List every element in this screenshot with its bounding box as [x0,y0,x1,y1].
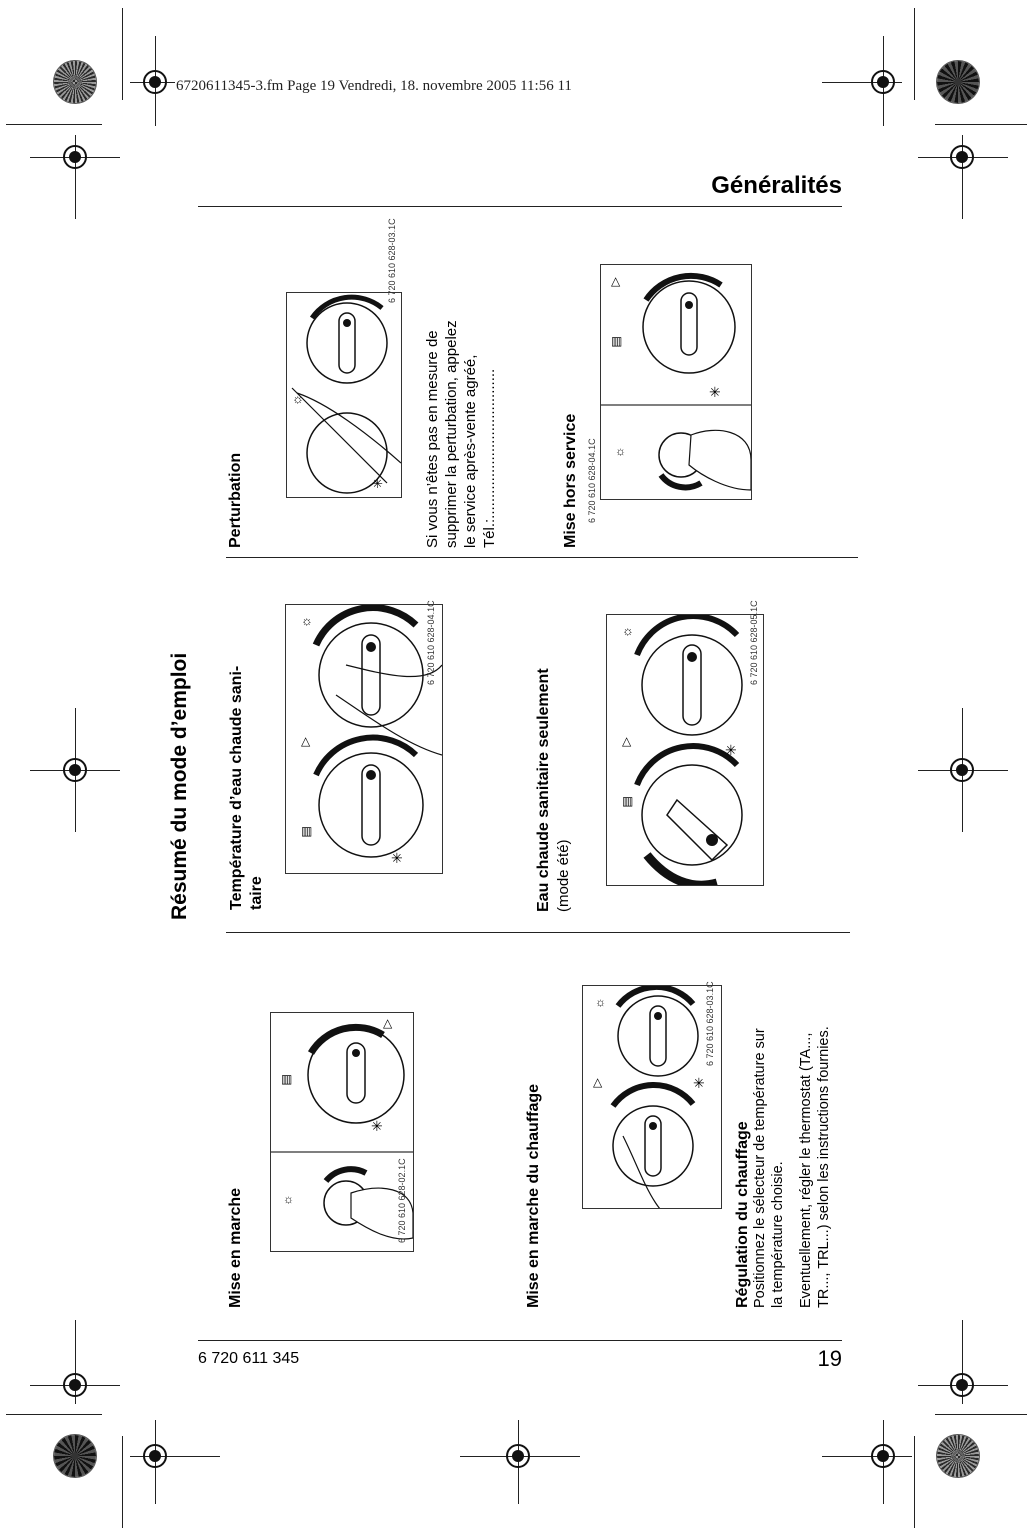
page-number: 19 [817,1346,842,1371]
svg-text:△: △ [622,734,632,748]
regulation-line-2: la température choisie. [770,1161,786,1308]
registration-mark-icon [138,65,172,99]
figure-code: 6 720 610 628-02.1C [397,1158,407,1243]
page-header-title: Généralités [711,172,842,199]
perturbation-line-1: Si vous n’êtes pas en mesure de [424,330,441,548]
svg-text:☼: ☼ [615,444,626,458]
registration-mark-icon [866,65,900,99]
figure-ecs-seulement [606,600,764,886]
figure-code: 6 720 610 628-04.1C [587,438,597,523]
regulation-line-3: Eventuellement, régler le thermostat (TA..., [798,1032,814,1308]
svg-text:△: △ [383,1016,393,1030]
svg-text:▥: ▥ [611,334,623,348]
figure-code: 6 720 610 628-03.1C [387,218,397,303]
svg-text:△: △ [593,1075,603,1089]
registration-mark-icon [945,140,979,174]
svg-text:✳: ✳ [391,850,403,866]
page-title: Résumé du mode d’emploi [168,652,191,920]
registration-mark-icon [58,140,92,174]
color-calibration-disc-icon [937,1435,979,1477]
heading-perturbation: Perturbation [227,452,244,548]
svg-text:△: △ [611,274,621,288]
heading-temperature-ecs-cont: taire [248,876,265,910]
svg-text:✳: ✳ [371,1118,383,1134]
footer-rule [198,1340,842,1341]
registration-mark-icon [866,1439,900,1473]
registration-mark-icon [945,1368,979,1402]
svg-text:▥: ▥ [301,824,313,838]
svg-text:✳: ✳ [725,742,737,758]
header-rule [198,206,842,207]
regulation-line-1: Positionnez le sélecteur de température sur [752,1028,768,1308]
svg-text:☼: ☼ [283,1192,294,1206]
svg-text:✳: ✳ [372,476,383,491]
registration-mark-icon [58,753,92,787]
figure-code: 6 720 610 628-05.1C [749,600,759,685]
figure-mise-en-marche [270,1012,414,1252]
section-divider [226,557,858,558]
heading-temperature-ecs: Température d’eau chaude sani- [228,665,245,910]
perturbation-line-4: Tél.:.................................... [481,368,498,548]
registration-mark-icon [945,753,979,787]
figure-mise-hors-service [587,264,752,523]
figure-code: 6 720 610 628-04.1C [426,600,436,685]
svg-text:▥: ▥ [281,1072,293,1086]
subheading-mode-ete: (mode été) [555,839,572,912]
heading-mise-hors-service: Mise hors service [562,413,579,548]
document-number: 6 720 611 345 [198,1350,300,1367]
registration-mark-icon [138,1439,172,1473]
color-calibration-disc-icon [937,61,979,103]
figure-temperature-ecs [285,600,443,874]
figure-perturbation [286,218,402,498]
svg-text:☼: ☼ [301,613,313,628]
svg-text:△: △ [301,734,311,748]
registration-mark-icon [58,1368,92,1402]
svg-text:☼: ☼ [622,623,634,638]
heading-ecs-seulement: Eau chaude sanitaire seulement [535,668,552,912]
svg-text:☼: ☼ [595,995,606,1009]
perturbation-line-2: supprimer la perturbation, appelez [443,320,460,548]
print-slug: 6720611345-3.fm Page 19 Vendredi, 18. novembre 2005 11:56 11 [176,78,572,94]
regulation-line-4: TR..., TRL...) selon les instructions fournies. [816,1026,832,1308]
heading-regulation-chauffage: Régulation du chauffage [734,1121,751,1308]
svg-text:☼: ☼ [292,391,304,406]
registration-mark-icon [501,1439,535,1473]
svg-text:▥: ▥ [622,794,634,808]
color-calibration-disc-icon [54,1435,96,1477]
figure-mise-en-marche-chauffage [582,981,722,1209]
figure-code: 6 720 610 628-03.1C [705,981,715,1066]
perturbation-line-3: le service après-vente agréé, [462,354,479,548]
heading-mise-en-marche: Mise en marche [227,1187,244,1308]
color-calibration-disc-icon [54,61,96,103]
svg-text:✳: ✳ [693,1075,705,1091]
svg-text:✳: ✳ [709,384,721,400]
heading-mise-en-marche-chauffage: Mise en marche du chauffage [525,1083,542,1308]
section-divider [226,932,850,933]
